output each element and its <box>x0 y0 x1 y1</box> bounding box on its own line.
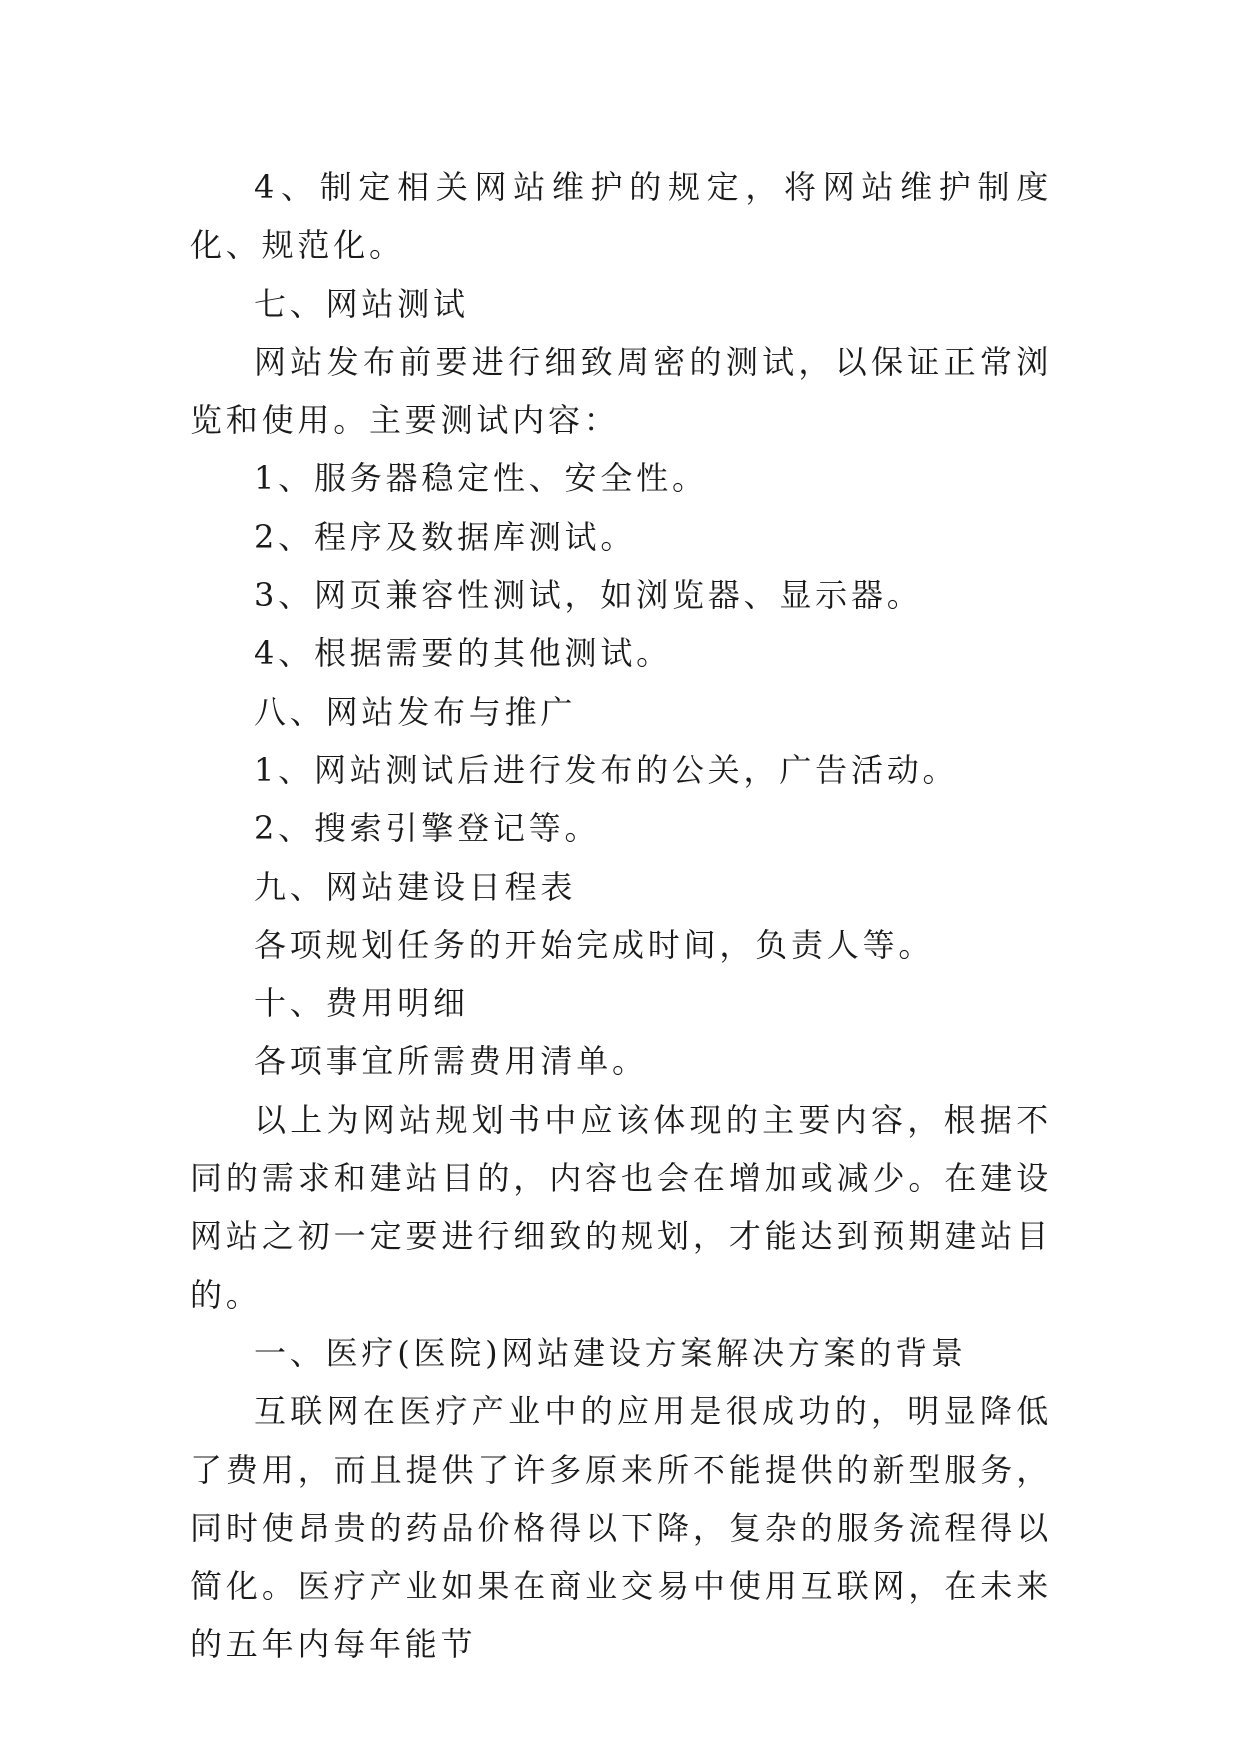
list-item-compatibility-test: 3、网页兼容性测试，如浏览器、显示器。 <box>254 576 923 615</box>
list-item-server-stability: 1、服务器稳定性、安全性。 <box>254 459 708 498</box>
list-item-release-pr: 1、网站测试后进行发布的公关，广告活动。 <box>254 750 959 789</box>
section-heading-schedule: 九、网站建设日程表 <box>254 867 577 906</box>
paragraph-summary: 以上为网站规划书中应该体现的主要内容，根据不同的需求和建站目的，内容也会在增加或减少。在建设网站之初一定要进行细致的规划，才能达到预期建站目的。 <box>190 1100 1052 1314</box>
paragraph-testing-intro: 网站发布前要进行细致周密的测试，以保证正常浏览和使用。主要测试内容： <box>190 342 1052 440</box>
paragraph-cost-list: 各项事宜所需费用清单。 <box>254 1042 648 1081</box>
list-item-search-engine: 2、搜索引擎登记等。 <box>254 809 601 848</box>
section-heading-release-promotion: 八、网站发布与推广 <box>254 692 577 731</box>
paragraph-maintenance-rules: 4、制定相关网站维护的规定，将网站维护制度化、规范化。 <box>190 168 1052 265</box>
section-heading-medical-background: 一、医疗(医院)网站建设方案解决方案的背景 <box>254 1333 967 1372</box>
section-heading-cost-details: 十、费用明细 <box>254 984 469 1023</box>
paragraph-medical-internet: 互联网在医疗产业中的应用是很成功的，明显降低了费用，而且提供了许多原来所不能提供的新型服务，同时使昂贵的药品价格得以下降，复杂的服务流程得以简化。医疗产业如果在商业交易中使用互联网，在未来的五年内每年能节 <box>190 1392 1052 1664</box>
section-heading-website-testing: 七、网站测试 <box>254 284 469 323</box>
list-item-program-database-test: 2、程序及数据库测试。 <box>254 517 637 556</box>
paragraph-schedule: 各项规划任务的开始完成时间，负责人等。 <box>254 925 935 964</box>
list-item-other-tests: 4、根据需要的其他测试。 <box>254 634 672 673</box>
document-body <box>190 158 1052 1674</box>
